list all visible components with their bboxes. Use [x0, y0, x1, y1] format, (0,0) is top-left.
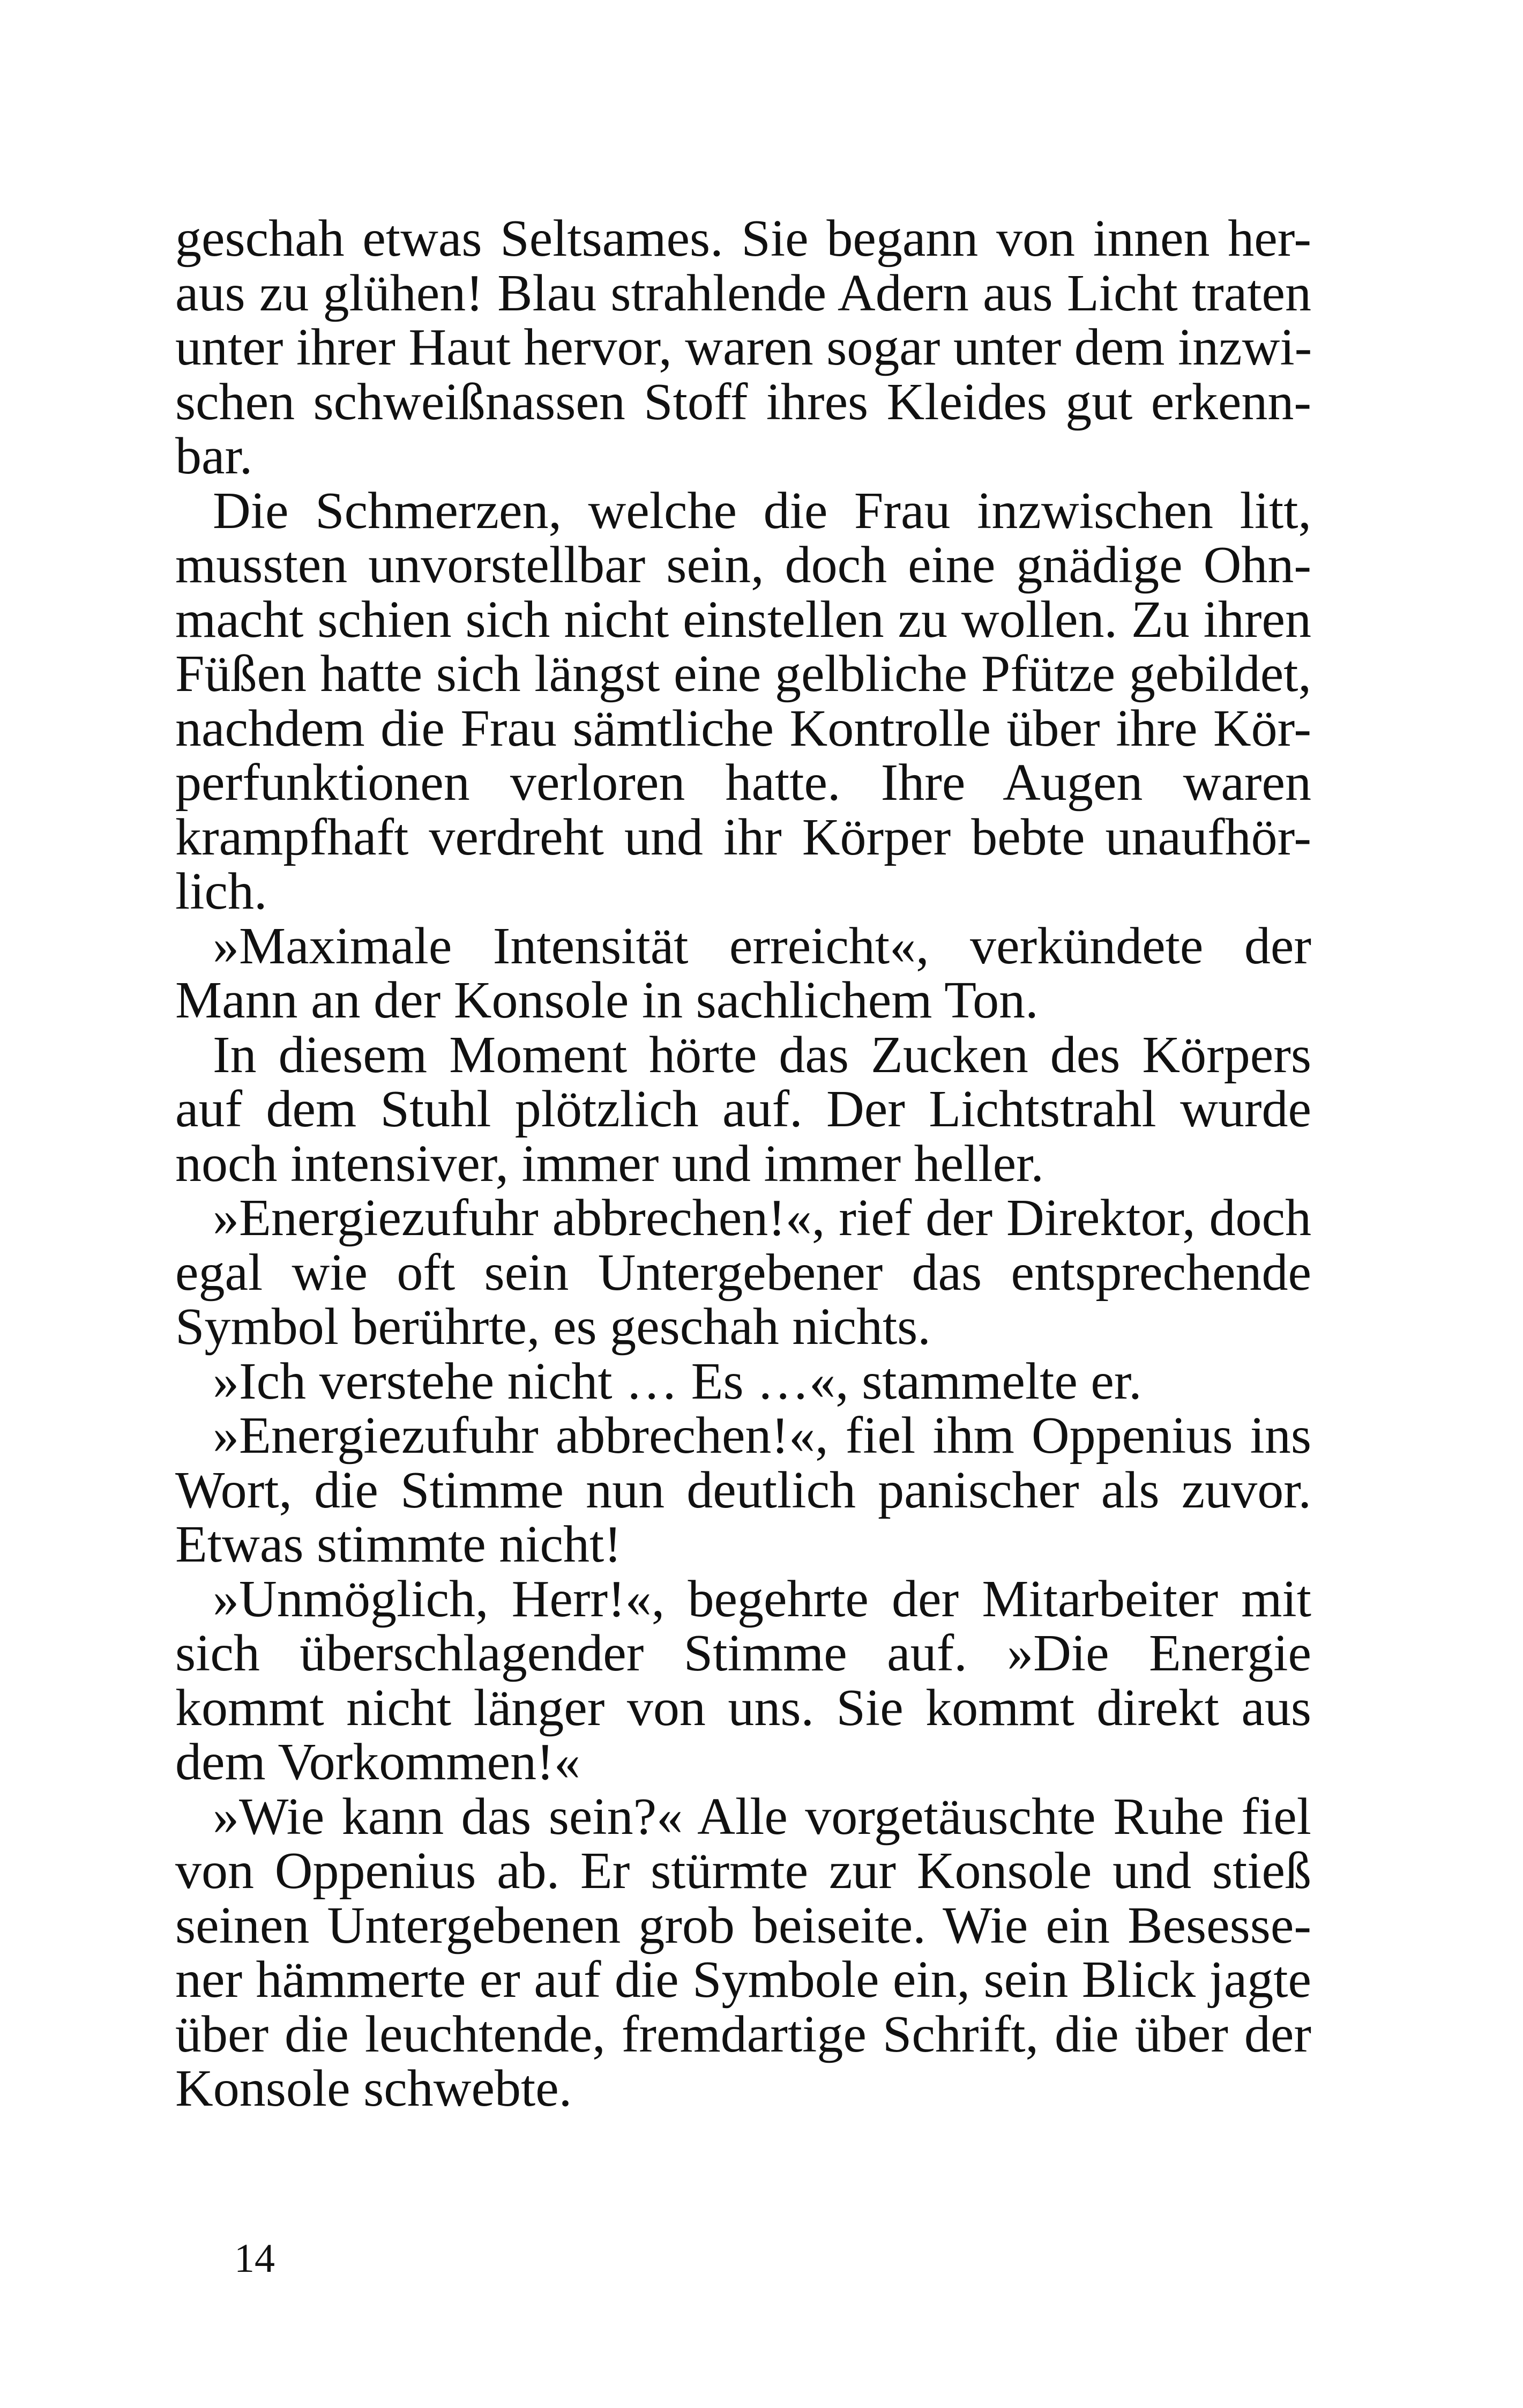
text-line: dem Vorkommen!« — [175, 1733, 580, 1791]
text-line: »Ich verstehe nicht … Es …«, stammelte er. — [213, 1352, 1142, 1410]
text-line: unter ihrer Haut hervor, waren sogar unter dem inzwi- — [175, 318, 1312, 376]
page-number: 14 — [234, 2236, 275, 2281]
text-line: sich überschlagender Stimme auf. »Die Energie — [175, 1624, 1311, 1682]
text-line: auf dem Stuhl plötzlich auf. Der Lichtstrahl wurde — [175, 1080, 1311, 1138]
text-line: perfunktionen verloren hatte. Ihre Augen waren — [175, 754, 1311, 812]
text-line: Füßen hatte sich längst eine gelbliche Pfütze gebildet, — [175, 645, 1311, 703]
text-line: lich. — [175, 863, 267, 920]
text-line: »Energiezufuhr abbrechen!«, fiel ihm Oppenius ins — [213, 1407, 1311, 1465]
text-line: seinen Untergebenen grob beiseite. Wie ein Besesse- — [175, 1896, 1311, 1954]
text-line: »Wie kann das sein?« Alle vorgetäuschte Ruhe fiel — [213, 1787, 1311, 1846]
text-line: kommt nicht länger von uns. Sie kommt direkt aus — [175, 1678, 1311, 1737]
text-line: aus zu glühen! Blau strahlende Adern aus Licht traten — [175, 264, 1311, 322]
text-line: geschah etwas Seltsames. Sie begann von innen her- — [175, 210, 1311, 267]
text-line: Mann an der Konsole in sachlichem Ton. — [175, 971, 1039, 1029]
text-line: krampfhaft verdreht und ihr Körper bebte unaufhör- — [175, 808, 1311, 866]
text-line: nachdem die Frau sämtliche Kontrolle über ihre Kör- — [175, 699, 1311, 757]
text-line: von Oppenius ab. Er stürmte zur Konsole und stieß — [175, 1842, 1311, 1900]
text-line: »Unmöglich, Herr!«, begehrte der Mitarbeiter mit — [213, 1570, 1311, 1628]
text-line: Wort, die Stimme nun deutlich panischer als zuvor. — [175, 1461, 1311, 1519]
text-line: Symbol berührte, es geschah nichts. — [175, 1298, 931, 1356]
text-line: »Maximale Intensität erreicht«, verkündete der — [213, 917, 1311, 975]
body-text — [175, 212, 1311, 2116]
text-line: Die Schmerzen, welche die Frau inzwischen litt, — [213, 481, 1311, 540]
text-line: mussten unvorstellbar sein, doch eine gnädige Ohn- — [175, 536, 1311, 594]
text-line: egal wie oft sein Untergebener das entsprechende — [175, 1243, 1311, 1302]
text-line: ner hämmerte er auf die Symbole ein, sein Blick jagte — [175, 1951, 1311, 2009]
text-line: noch intensiver, immer und immer heller. — [175, 1134, 1044, 1193]
text-line: Etwas stimmte nicht! — [175, 1515, 622, 1573]
text-line: Konsole schwebte. — [175, 2060, 572, 2117]
text-line: »Energiezufuhr abbrechen!«, rief der Direktor, doch — [213, 1189, 1311, 1247]
text-line: In diesem Moment hörte das Zucken des Körpers — [213, 1025, 1311, 1084]
text-line: schen schweißnassen Stoff ihres Kleides gut erkenn- — [175, 373, 1311, 431]
text-line: über die leuchtende, fremdartige Schrift, die über der — [175, 2005, 1311, 2063]
text-line: bar. — [175, 427, 253, 485]
text-line: macht schien sich nicht einstellen zu wollen. Zu ihren — [175, 590, 1311, 649]
